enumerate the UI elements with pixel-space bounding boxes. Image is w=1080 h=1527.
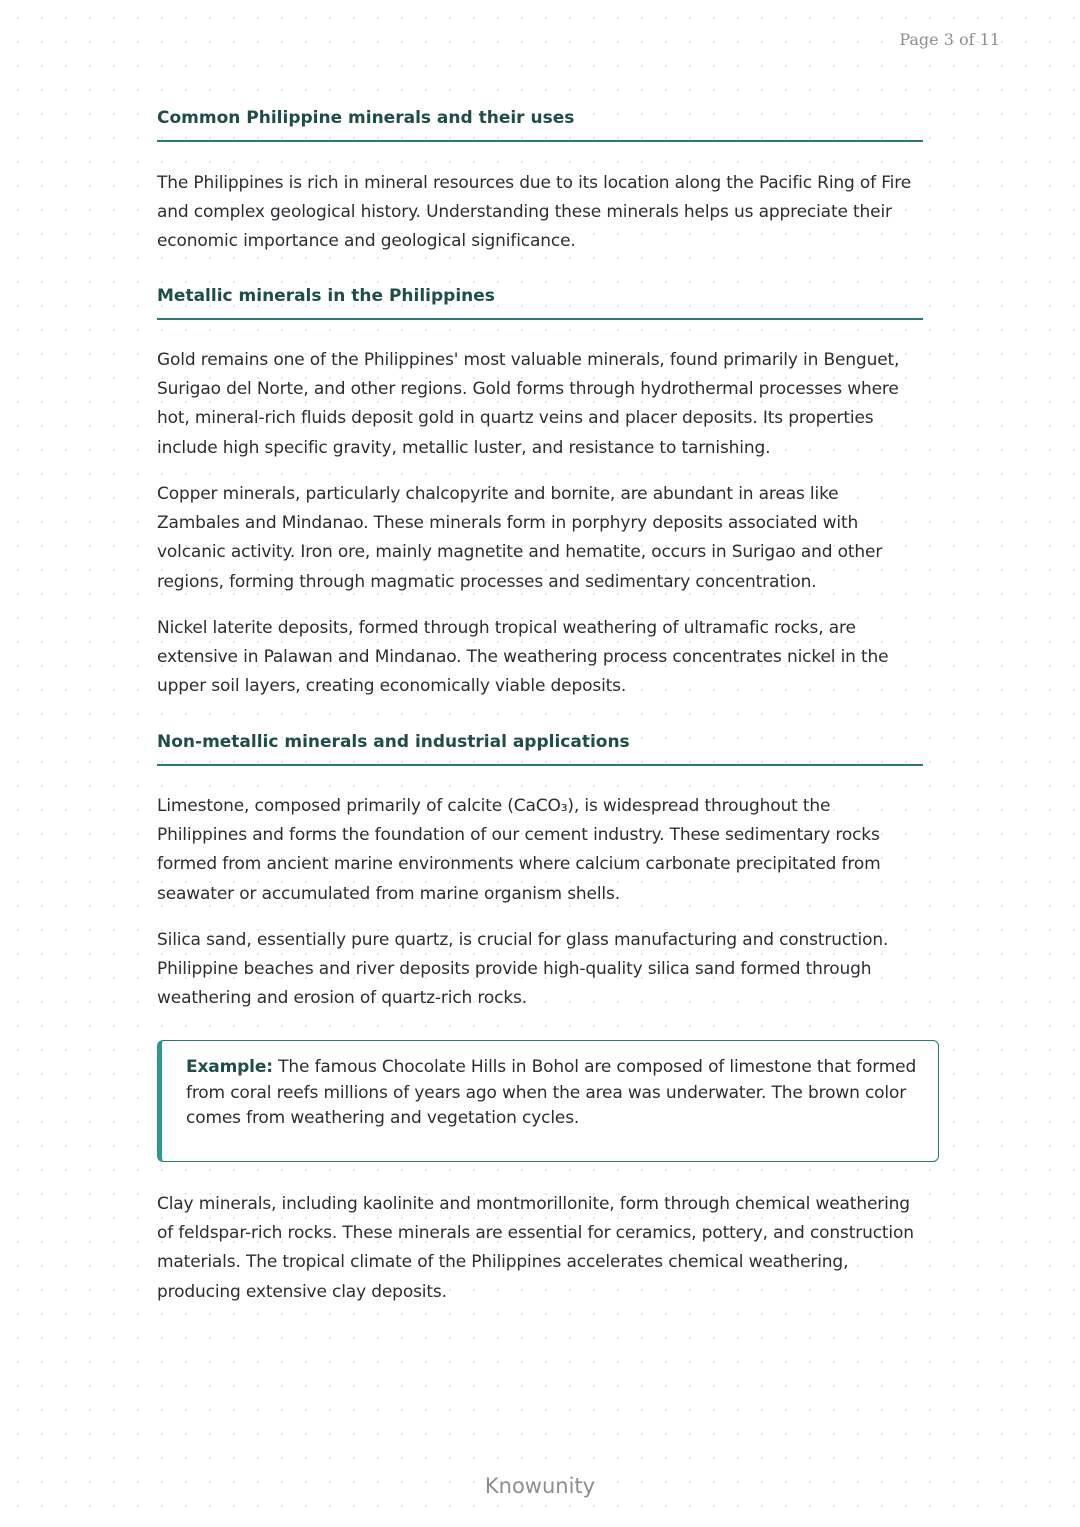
section-heading-non-metallic-minerals: Non-metallic minerals and industrial applications [157,731,923,766]
page-number: Page 3 of 11 [899,30,1000,49]
paragraph-intro: The Philippines is rich in mineral resources due to its location along the Pacific Ring of Fire and complex geological history. Understanding these minerals helps us appreciate their economic importance and geological significance. [157,173,912,252]
paragraph-clay: Clay minerals, including kaolinite and montmorillonite, form through chemical weathering of feldspar-rich rocks. These minerals are essential for ceramics, pottery, and construction materials. The tropical climate of the Philippines accelerates chemical weathering, producing extensive clay deposits. [157,1194,914,1302]
paragraph-silica-sand: Silica sand, essentially pure quartz, is crucial for glass manufacturing and construction. Philippine beaches and river deposits provide high-quality silica sand formed through weathering and erosion of quartz-rich rocks. [157,930,889,1009]
example-text: The famous Chocolate Hills in Bohol are composed of limestone that formed from coral reefs millions of years ago when the area was underwater. The brown color comes from weathering and vegetation cycles. [186,1057,917,1128]
section-heading-common-minerals: Common Philippine minerals and their uses [157,107,923,142]
paragraph-nickel: Nickel laterite deposits, formed through tropical weathering of ultramafic rocks, are extensive in Palawan and Mindanao. The weathering process concentrates nickel in the upper soil layers, creating economically viable deposits. [157,618,889,697]
example-callout [157,1040,939,1162]
paragraph-gold: Gold remains one of the Philippines' most valuable minerals, found primarily in Benguet, Surigao del Norte, and other regions. Gold forms through hydrothermal processes where hot, mineral-rich fluids deposit gold in quartz veins and placer deposits. Its properties include high specific gravity, metallic luster, and resistance to tarnishing. [157,350,900,458]
section-heading-metallic-minerals: Metallic minerals in the Philippines [157,285,923,320]
paragraph-copper-iron: Copper minerals, particularly chalcopyrite and bornite, are abundant in areas like Zambales and Mindanao. These minerals form in porphyry deposits associated with volcanic activity. Iron ore, mainly magnetite and hematite, occurs in Surigao and other regions, forming through magmatic processes and sedimentary concentration. [157,484,883,592]
footer-brand: Knowunity [484,1474,596,1498]
paragraph-limestone: Limestone, composed primarily of calcite (CaCO₃), is widespread throughout the Philippines and forms the foundation of our cement industry. These sedimentary rocks formed from ancient marine environments where calcium carbonate precipitated from seawater or accumulated from marine organism shells. [157,796,881,904]
example-label: Example: [186,1057,273,1077]
